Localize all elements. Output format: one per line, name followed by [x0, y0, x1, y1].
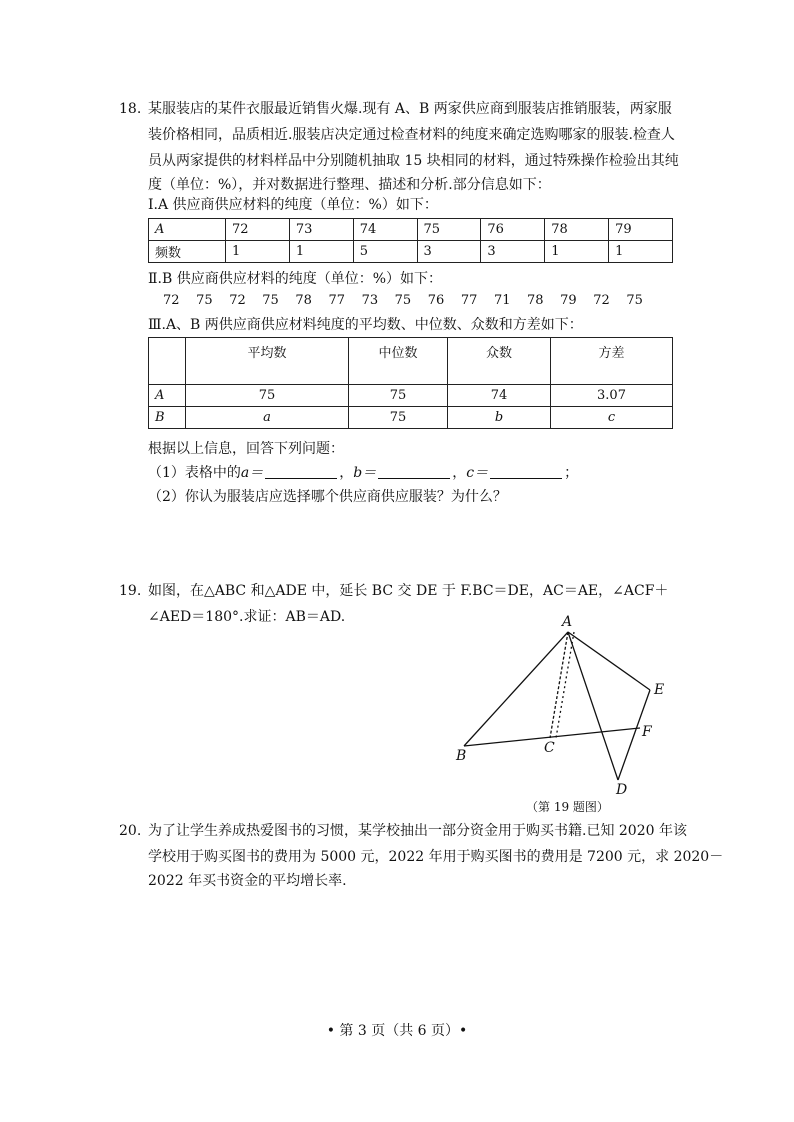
b-data-value: 75: [394, 293, 412, 308]
b-data-row: [163, 293, 643, 313]
table-header: 众数: [448, 338, 551, 385]
sub1-prefix: （1）表格中的: [148, 465, 241, 481]
b-data-value: 72: [163, 293, 180, 308]
b-data-value: 75: [626, 293, 643, 308]
b-data-value: 75: [196, 293, 213, 308]
q18-line-1: 某服装店的某件衣服最近销售火爆.现有 A、B 两家供应商到服装店推销服装，两家服: [148, 101, 672, 117]
sub1-c-label: c＝: [466, 465, 489, 481]
table-row: [149, 407, 673, 429]
geometry-figure: [440, 610, 690, 810]
sub1-end: ；: [564, 465, 579, 481]
table-cell: 1: [609, 241, 673, 263]
segment-ad: [568, 632, 618, 780]
segment-ae: [568, 632, 650, 690]
table-cell: 73: [289, 219, 353, 241]
q18-line-3: 员从两家提供的材料样品中分别随机抽取 15 块相同的材料，通过特殊操作检验出其纯: [148, 153, 679, 169]
table-header: 方差: [551, 338, 673, 385]
sub1-b-label: b＝: [353, 465, 377, 481]
table-header: 平均数: [186, 338, 349, 385]
table-row: [149, 219, 673, 241]
b-data-value: 72: [593, 293, 610, 308]
b-data-value: 72: [229, 293, 246, 308]
table-cell: 3: [417, 241, 481, 263]
b-data-value: 77: [460, 293, 478, 308]
page-footer: • 第 3 页（共 6 页）•: [326, 1023, 468, 1039]
b-data-value: 76: [427, 293, 445, 308]
part1-title: Ⅰ.A 供应商供应材料的纯度（单位：%）如下：: [148, 197, 438, 213]
table-cell: a: [186, 407, 349, 429]
q18-sub2: （2）你认为服装店应选择哪个供应商供应服装？为什么？: [148, 489, 507, 505]
q20-line-3: 2022 年买书资金的平均增长率.: [148, 873, 347, 889]
answer-blank-c[interactable]: [490, 464, 562, 479]
table-cell: 75: [349, 407, 448, 429]
q18-prompt: 根据以上信息，回答下列问题：: [148, 441, 344, 457]
table-cell: 1: [545, 241, 609, 263]
label-d: D: [616, 782, 628, 798]
part2-title: Ⅱ.B 供应商供应材料的纯度（单位：%）如下：: [148, 271, 443, 287]
answer-blank-b[interactable]: [378, 464, 450, 479]
q18-line-4: 度（单位：%），并对数据进行整理、描述和分析.部分信息如下：: [148, 177, 551, 193]
b-data-value: 79: [560, 293, 577, 308]
table-cell: b: [448, 407, 551, 429]
q20-line-2: 学校用于购买图书的费用为 5000 元，2022 年用于购买图书的费用是 7200 元，求 2020－: [148, 849, 724, 865]
sub1-sep: ，: [452, 465, 467, 481]
label-b: B: [456, 748, 467, 764]
b-data-value: 78: [295, 293, 312, 308]
q19-line-2: ∠AED＝180°.求证：AB＝AD.: [148, 609, 346, 625]
table-statistics: [148, 337, 673, 429]
table-a-frequency: [148, 218, 673, 263]
table-cell: A: [149, 385, 186, 407]
segment-ab: [464, 632, 568, 746]
table-cell: 1: [226, 241, 290, 263]
table-cell: 5: [353, 241, 417, 263]
q18-sub1: [148, 462, 578, 484]
table-cell: 75: [186, 385, 349, 407]
table-row: [149, 385, 673, 407]
b-data-value: 73: [361, 293, 379, 308]
b-data-value: 77: [328, 293, 346, 308]
sub1-a-label: a＝: [240, 465, 264, 481]
q20-line-1: 为了让学生养成热爱图书的习惯，某学校抽出一部分资金用于购买书籍.已知 2020 年该: [148, 823, 687, 839]
table-header: 中位数: [349, 338, 448, 385]
table-cell: 1: [289, 241, 353, 263]
b-data-value: 71: [493, 293, 511, 308]
table-cell: 78: [545, 219, 609, 241]
table-cell: 3.07: [551, 385, 673, 407]
q18-line-2: 装价格相同，品质相近.服装店决定通过检查材料的纯度来确定选购哪家的服装.检查人: [148, 127, 675, 143]
label-e: E: [654, 682, 665, 698]
table-cell: 75: [417, 219, 481, 241]
table-cell: 79: [609, 219, 673, 241]
table-row: [149, 338, 673, 385]
table-cell: 75: [349, 385, 448, 407]
part3-title: Ⅲ.A、B 两供应商供应材料纯度的平均数、中位数、众数和方差如下：: [148, 317, 583, 333]
table-cell: 3: [481, 241, 545, 263]
table-cell: [149, 338, 186, 385]
figure-caption: （第 19 题图）: [526, 800, 609, 814]
table-cell: 72: [226, 219, 290, 241]
q19-line-1: 如图，在△ABC 和△ADE 中，延长 BC 交 DE 于 F.BC＝DE，AC＝AE，∠ACF＋: [148, 583, 669, 599]
label-c: C: [544, 740, 555, 756]
b-data-value: 78: [527, 293, 544, 308]
answer-blank-a[interactable]: [265, 464, 337, 479]
table-cell: A: [149, 219, 226, 241]
table-row: [149, 241, 673, 263]
table-cell: c: [551, 407, 673, 429]
q19-number: 19.: [119, 583, 142, 599]
table-cell: 频数: [149, 241, 226, 263]
sub1-sep: ，: [339, 465, 354, 481]
table-cell: 76: [481, 219, 545, 241]
label-f: F: [642, 724, 652, 740]
table-cell: B: [149, 407, 186, 429]
label-a: A: [562, 614, 573, 630]
table-cell: 74: [353, 219, 417, 241]
q18-number: 18.: [119, 101, 142, 117]
table-cell: 74: [448, 385, 551, 407]
b-data-value: 75: [262, 293, 279, 308]
q20-number: 20.: [119, 823, 142, 839]
